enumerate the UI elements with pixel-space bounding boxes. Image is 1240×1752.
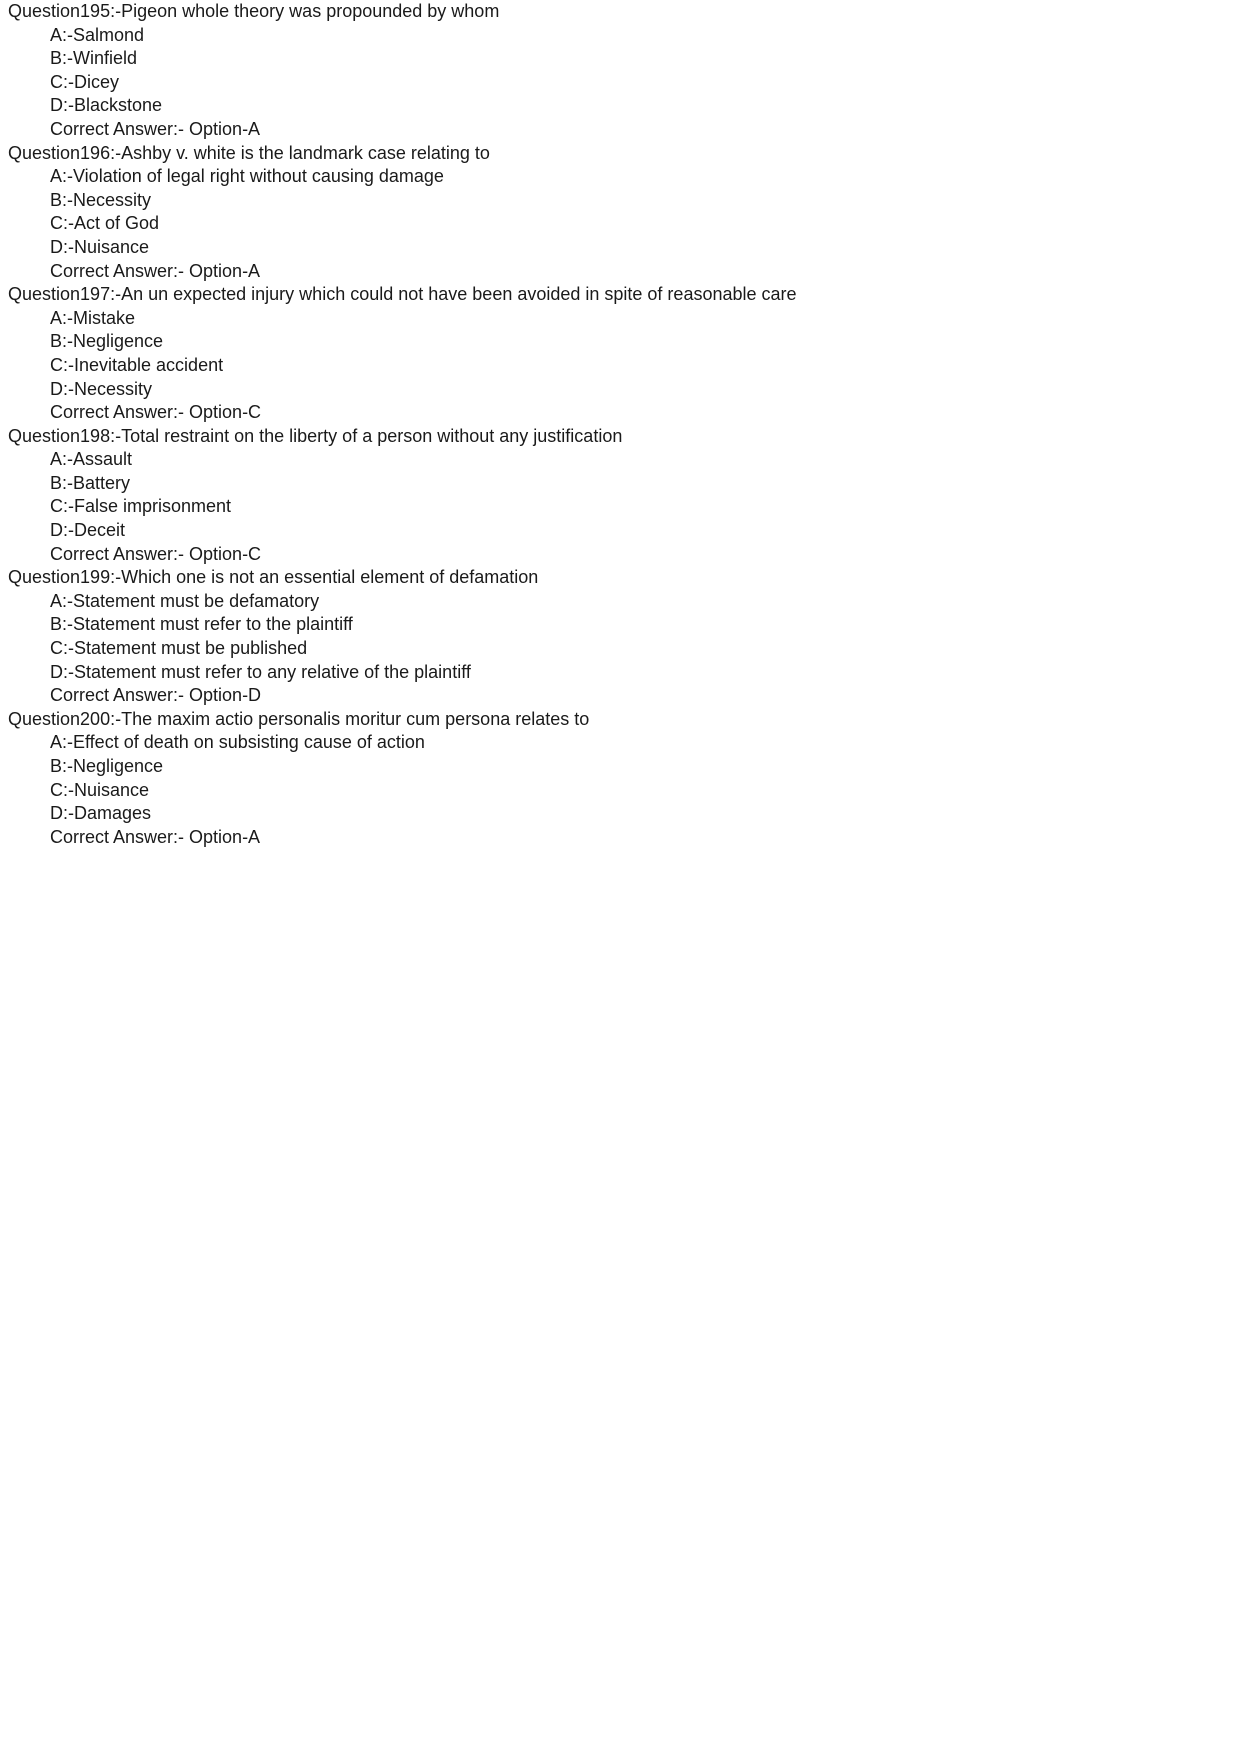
answer-option: A:-Effect of death on subsisting cause of action (50, 732, 425, 753)
answer-option: D:-Damages (50, 803, 152, 824)
answer-option: C:-False imprisonment (50, 496, 232, 517)
answer-option: B:-Necessity (50, 189, 152, 210)
correct-answer: Correct Answer:- Option-A (50, 118, 261, 139)
answer-option: B:-Negligence (50, 331, 164, 352)
question-text: Question196:-Ashby v. white is the landmark case relating to (8, 142, 490, 163)
answer-option: B:-Negligence (50, 756, 164, 776)
answer-option: D:-Necessity (50, 378, 153, 399)
question-document (8, 0, 1228, 849)
answer-option: C:-Nuisance (50, 779, 150, 800)
question-text: Question198:-Total restraint on the liberty of a person without any justification (8, 425, 623, 446)
answer-option: A:-Mistake (50, 307, 136, 328)
correct-answer: Correct Answer:- Option-A (50, 826, 261, 847)
answer-option: B:-Statement must refer to the plaintiff (50, 614, 353, 635)
answer-option: D:-Blackstone (50, 95, 163, 116)
answer-option: A:-Salmond (50, 24, 145, 45)
question-block (8, 708, 1228, 850)
answer-option: A:-Assault (50, 449, 133, 470)
answer-option: A:-Violation of legal right without causing damage (50, 166, 444, 187)
answer-option: C:-Dicey (50, 71, 120, 92)
correct-answer: Correct Answer:- Option-A (50, 260, 261, 281)
question-text: Question199:-Which one is not an essential element of defamation (8, 567, 539, 588)
answer-option: B:-Winfield (50, 48, 138, 69)
question-text: Question197:-An un expected injury which could not have been avoided in spite of reasonable care (8, 284, 797, 305)
question-text: Question195:-Pigeon whole theory was propounded by whom (8, 1, 500, 21)
correct-answer: Correct Answer:- Option-C (50, 402, 262, 423)
question-text: Question200:-The maxim actio personalis moritur cum persona relates to (8, 708, 590, 729)
correct-answer: Correct Answer:- Option-D (50, 685, 262, 706)
question-block (8, 566, 1228, 708)
answer-option: C:-Act of God (50, 213, 160, 234)
question-block (8, 283, 1228, 425)
answer-option: A:-Statement must be defamatory (50, 590, 320, 611)
question-block (8, 425, 1228, 567)
answer-option: D:-Nuisance (50, 236, 150, 257)
answer-option: C:-Statement must be published (50, 638, 308, 659)
question-block (8, 142, 1228, 284)
question-block (8, 0, 1228, 142)
answer-option: C:-Inevitable accident (50, 354, 224, 375)
answer-option: D:-Deceit (50, 520, 126, 541)
correct-answer: Correct Answer:- Option-C (50, 543, 262, 564)
answer-option: D:-Statement must refer to any relative of the plaintiff (50, 661, 471, 682)
answer-option: B:-Battery (50, 472, 131, 493)
